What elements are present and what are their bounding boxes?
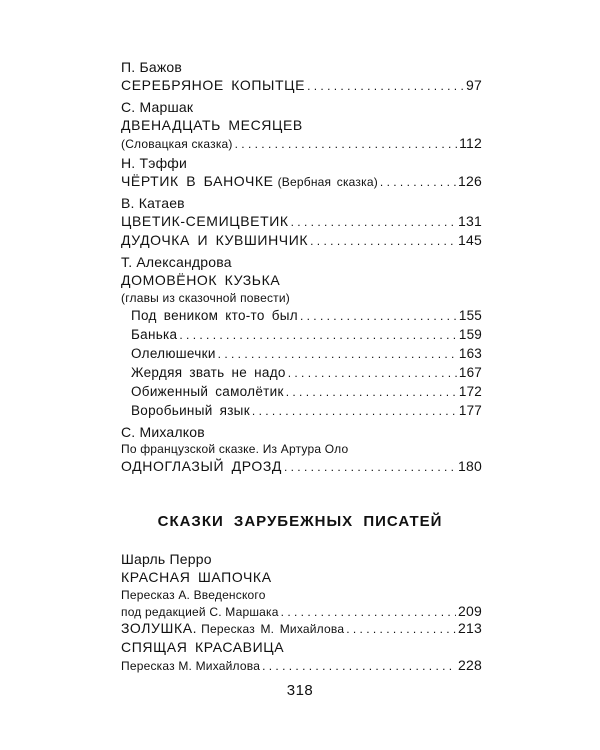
page-ref: 228 — [458, 657, 482, 673]
page-ref: 180 — [458, 458, 482, 474]
author-mikhalkov: С. Михалков — [121, 424, 205, 440]
entry-title-dvenadtsat-mesyatsev: ДВЕНАДЦАТЬ МЕСЯЦЕВ — [121, 117, 303, 133]
page-ref: 163 — [458, 346, 482, 361]
dot-leader — [310, 231, 456, 251]
entry-note: под редакцией С. Маршака — [121, 605, 279, 619]
entry-note: (Вербная сказка) — [277, 175, 378, 189]
dot-leader — [286, 382, 457, 402]
toc-entry-tsvetik-semitsvetik[interactable] — [121, 212, 482, 231]
dot-leader — [380, 172, 456, 192]
toc-entry-serebryanoe-kopyttse[interactable] — [121, 76, 482, 95]
entry-note: Пересказ М. Михайлова — [201, 622, 345, 636]
page-ref: 172 — [458, 384, 482, 399]
author-teffi: Н. Тэффи — [121, 155, 188, 171]
toc-entry-zolushka[interactable] — [121, 619, 482, 638]
toc-section-2 — [121, 550, 482, 673]
toc-chapter[interactable] — [121, 401, 482, 420]
toc-entry-dvenadtsat-mesyatsev[interactable] — [121, 135, 482, 151]
dot-leader — [288, 363, 457, 383]
dot-leader — [291, 212, 456, 232]
dot-leader — [281, 604, 456, 620]
chapter-title: Банька — [131, 327, 178, 342]
toc-chapter[interactable] — [121, 382, 482, 401]
page-ref: 213 — [458, 620, 482, 636]
entry-note: Пересказ А. Введенского — [121, 588, 266, 602]
author-aleksandrova: Т. Александрова — [121, 254, 232, 270]
page-ref: 177 — [458, 403, 482, 418]
toc-entry-chertik-v-banochke[interactable] — [121, 172, 482, 191]
chapter-title: Под веником кто-то был — [131, 308, 298, 323]
page-ref: 167 — [458, 365, 482, 380]
entry-title: ЦВЕТИК-СЕМИЦВЕТИК — [121, 213, 289, 229]
dot-leader — [284, 457, 456, 477]
author-kataev: В. Катаев — [121, 195, 185, 211]
entry-title: ДУДОЧКА И КУВШИНЧИК — [121, 232, 309, 248]
author-marshak: С. Маршак — [121, 99, 194, 115]
entry-title-spyashchaya-krasavitsa: СПЯЩАЯ КРАСАВИЦА — [121, 639, 285, 655]
dot-leader — [346, 619, 456, 639]
chapter-title: Жердяя звать не надо — [131, 365, 286, 380]
entry-note: По французской сказке. Из Артура Оло — [121, 442, 349, 456]
toc-chapter[interactable] — [121, 363, 482, 382]
toc-entry-spyashchaya-krasavitsa[interactable] — [121, 657, 482, 673]
toc-entry-krasnaya-shapochka[interactable] — [121, 603, 482, 619]
entry-title-krasnaya-shapochka: КРАСНАЯ ШАПОЧКА — [121, 569, 272, 585]
entry-note: Пересказ М. Михайлова — [121, 659, 261, 673]
entry-note: (Словацкая сказка) — [121, 137, 233, 151]
dot-leader — [235, 136, 457, 152]
chapter-title: Воробьиный язык — [131, 403, 250, 418]
dot-leader — [179, 325, 457, 345]
page-number: 318 — [286, 682, 314, 699]
toc-section-1 — [121, 58, 482, 476]
page-ref: 209 — [458, 603, 482, 619]
toc-chapter[interactable] — [121, 344, 482, 363]
page-ref: 159 — [458, 327, 482, 342]
toc-entry-odnoglazyi-drozd[interactable] — [121, 457, 482, 476]
page-ref: 155 — [458, 308, 482, 323]
entry-title: ОДНОГЛАЗЫЙ ДРОЗД — [121, 458, 282, 474]
page-ref: 145 — [458, 232, 482, 248]
page-ref: 97 — [466, 77, 482, 93]
entry-title-domovenok-kuzka: ДОМОВЁНОК КУЗЬКА — [121, 272, 281, 288]
toc-chapter[interactable] — [121, 306, 482, 325]
toc-chapter[interactable] — [121, 325, 482, 344]
dot-leader — [262, 658, 456, 674]
entry-title: ЧЁРТИК В БАНОЧКЕ — [121, 173, 274, 189]
page-ref: 112 — [459, 135, 482, 151]
author-bazhov: П. Бажов — [121, 59, 183, 75]
page-ref: 131 — [458, 213, 482, 229]
entry-title: ЗОЛУШКА. — [121, 620, 198, 636]
chapter-title: Обиженный самолётик — [131, 384, 284, 399]
toc-entry-dudochka-i-kuvshinchik[interactable] — [121, 231, 482, 250]
entry-note: (главы из сказочной повести) — [121, 291, 290, 305]
section-heading: СКАЗКИ ЗАРУБЕЖНЫХ ПИСАТЕЙ — [157, 513, 443, 530]
chapter-title: Олелюшечки — [131, 346, 216, 361]
dot-leader — [307, 76, 464, 96]
author-perrault: Шарль Перро — [121, 551, 212, 567]
dot-leader — [218, 344, 457, 364]
dot-leader — [252, 401, 457, 421]
entry-title: СЕРЕБРЯНОЕ КОПЫТЦЕ — [121, 77, 306, 93]
page-ref: 126 — [458, 173, 482, 189]
dot-leader — [300, 306, 457, 326]
